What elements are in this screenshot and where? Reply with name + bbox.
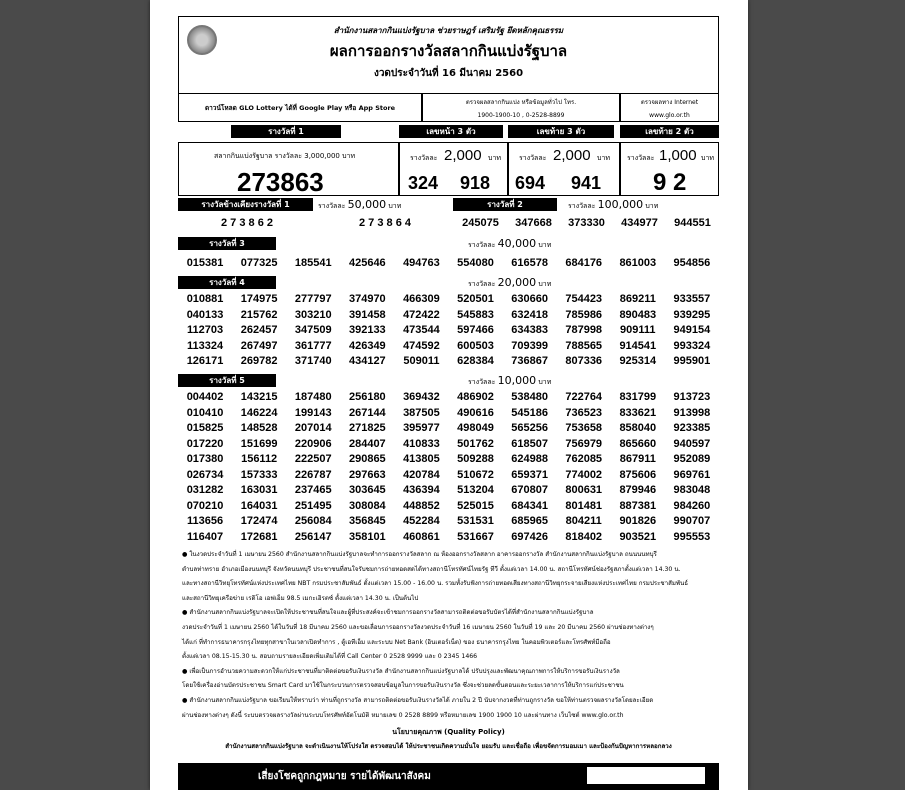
fifth-prize-number: 913998 (673, 406, 711, 419)
second-prize-amount: 100,000 (597, 198, 644, 211)
fourth-prize-number: 995901 (673, 355, 711, 367)
website-link[interactable]: www.glo.or.th (649, 112, 690, 119)
fourth-prize-number: 509011 (403, 355, 440, 367)
fifth-prize-number: 256147 (294, 530, 332, 543)
footer-blank-box (587, 767, 705, 784)
fifth-prize-number: 867911 (619, 453, 656, 465)
fifth-prize-number: 017380 (186, 453, 224, 465)
fifth-prize-number: 995553 (673, 530, 711, 543)
fifth-prize-number: 303645 (348, 484, 386, 496)
fifth-prize-number: 684341 (511, 499, 548, 512)
fourth-prize-amount-label (468, 276, 551, 289)
fifth-prize-number: 420784 (403, 468, 440, 481)
front3-unit: บาท (488, 154, 501, 162)
fifth-prize-number: 990707 (673, 515, 711, 527)
fifth-prize-number: 284407 (348, 437, 386, 450)
fifth-prize-number: 297663 (348, 468, 386, 481)
fourth-prize-number: 392133 (348, 324, 386, 336)
back2-label: เลขท้าย 2 ตัว (620, 125, 719, 138)
third-prize-number: 684176 (565, 257, 603, 269)
fifth-prize-number: 113656 (186, 515, 224, 527)
fifth-prize-number: 722764 (565, 391, 603, 403)
fifth-prize-number: 358101 (348, 530, 386, 543)
download-text: ดาวน์โหลด GLO Lottery ได้ที่ Google Play หรือ App Store (204, 104, 396, 112)
back2-prize-label: รางวัลละ (627, 154, 655, 162)
note-line: โดยใช้เครื่องอ่านบัตรประชาชน Smart Card มาใช้ในกระบวนการตรวจสอบข้อมูลในการขอรับเงินรางวัล ซึ่งจะช่วยลดขั้นตอนและระยะเวลาการให้บริการแก่ประชาชน (182, 682, 624, 690)
fifth-prize-number: 984260 (673, 499, 711, 512)
prize-row (178, 324, 719, 336)
fourth-prize-number: 267497 (240, 339, 278, 352)
prize-row (178, 422, 719, 434)
fifth-prize-number: 031282 (186, 484, 224, 496)
second-prize-label: รางวัลที่ 2 (453, 198, 557, 211)
note-line: ● สำนักงานสลากกินแบ่งรัฐบาลจะเปิดให้ประชาชนที่สนใจและผู้ที่ประสงค์จะเข้าชมการออกรางวัลสามารถติดต่อขอรับบัตรได้ที่สำนักงานสลากกินแบ่งรัฐบาล (182, 609, 594, 617)
front3-box (399, 142, 508, 196)
draw-date: งวดประจำวันที่ 16 มีนาคม 2560 (373, 68, 524, 79)
phone-numbers: 1900-1900-10 , 0-2528-8899 (477, 112, 565, 119)
near-first-number: 2 7 3 8 6 4 (359, 217, 411, 229)
back3-number: 941 (571, 173, 602, 193)
fifth-prize-number: 143215 (240, 391, 278, 403)
fifth-prize-number: 618507 (511, 437, 548, 450)
fifth-prize-number: 146224 (240, 406, 278, 419)
fifth-prize-number: 448852 (403, 499, 440, 512)
fifth-prize-number: 879946 (619, 484, 657, 496)
fifth-prize-number: 151699 (240, 437, 278, 450)
second-prize-number: 944551 (674, 217, 711, 229)
note-line: ได้แก่ ที่ทำการธนาคารกรุงไทยทุกสาขาในเวลาเปิดทำการ , ตู้เอทีเอ็ม และระบบ Net Bank (อินเตอร์เน็ต) ของ ธนาคารกรุงไทย ในคอมพิวเตอร์และโทรศัพท์มือถือ (182, 638, 611, 646)
prize-row (178, 531, 719, 543)
first-prize-box (178, 142, 399, 196)
fourth-prize-number: 709399 (511, 339, 548, 352)
prize-row (178, 340, 719, 352)
fourth-prize-number: 391458 (348, 308, 386, 321)
fourth-prize-number: 939295 (673, 308, 711, 321)
fifth-prize-number: 903521 (619, 530, 657, 543)
front3-amount: 2,000 (444, 147, 482, 164)
fifth-prize-amount: 10,000 (497, 374, 537, 387)
fifth-prize-number: 251495 (294, 499, 332, 512)
fourth-prize-number: 010881 (186, 293, 224, 305)
fifth-prize-label-text: รางวัลละ (468, 378, 496, 386)
fourth-prize-number: 788565 (565, 339, 603, 352)
fourth-prize-number: 262457 (240, 324, 278, 336)
near-first-unit: บาท (388, 202, 402, 210)
fourth-prize-number: 949154 (673, 324, 711, 336)
footer-bar (178, 763, 719, 790)
fourth-prize-number: 933557 (673, 293, 711, 305)
third-prize-unit: บาท (538, 241, 552, 249)
fourth-prize-number: 361777 (294, 339, 332, 352)
fifth-prize-number: 207014 (294, 422, 332, 434)
prize-row (178, 453, 719, 465)
fourth-prize-number: 371740 (294, 355, 332, 367)
internet-info (620, 94, 719, 122)
fifth-prize-number: 460861 (403, 530, 440, 543)
fifth-prize-number: 940597 (673, 437, 711, 450)
fourth-prize-number: 632418 (511, 308, 548, 321)
fifth-prize-number: 267144 (348, 406, 386, 419)
note-line: ● สำนักงานสลากกินแบ่งรัฐบาล ขอเรียนให้ทราบว่า ท่านที่ถูกรางวัล สามารถติดต่อขอรับเงินรางวัลได้ ภายใน 2 ปี นับจากงวดที่ท่านถูกรางวัล ขอให้ท่านตรวจผลรางวัลโดยละเอียด (182, 696, 654, 704)
fourth-prize-number: 472422 (403, 308, 440, 321)
fifth-prize-number: 004402 (186, 391, 224, 403)
third-prize-number: 554080 (457, 257, 494, 269)
fourth-prize-number: 925314 (619, 355, 657, 367)
fifth-prize-number: 157333 (240, 468, 278, 481)
prize-row (178, 309, 719, 321)
fourth-prize-number: 040133 (186, 308, 224, 321)
fourth-prize-number: 600503 (457, 339, 494, 352)
fifth-prize-number: 756979 (565, 437, 603, 450)
fifth-prize-number: 187480 (294, 391, 332, 403)
fifth-prize-number: 070210 (186, 499, 224, 512)
prize-row (178, 407, 719, 419)
fourth-prize-number: 787998 (565, 324, 603, 336)
fourth-prize-number: 628384 (457, 355, 494, 367)
fourth-prize-number: 736867 (511, 355, 548, 367)
fourth-prize-number: 426349 (348, 339, 386, 352)
fourth-prize-number: 909111 (620, 324, 656, 336)
note-line: งวดประจำวันที่ 1 เมษายน 2560 ได้ในวันที่ 18 มีนาคม 2560 และขอเลื่อนการออกรางวัลงวดประจำวันที่ 16 เมษายน 2560 ในวันที่ 19 และ 20 มีนาคม 2560 ผ่านช่องทางต่างๆ (182, 623, 654, 631)
fifth-prize-number: 308084 (348, 499, 386, 512)
fifth-prize-number: 513204 (457, 484, 494, 496)
back3-number: 694 (515, 173, 546, 193)
fifth-prize-number: 017220 (186, 437, 224, 450)
fourth-prize-number: 215762 (240, 308, 278, 321)
fourth-prize-number: 473544 (403, 324, 440, 336)
fifth-prize-amount-label (468, 374, 551, 387)
third-prize-number: 861003 (619, 257, 657, 269)
fifth-prize-number: 659371 (511, 468, 548, 481)
fifth-prize-number: 875606 (619, 468, 657, 481)
near-first-label: รางวัลข้างเคียงรางวัลที่ 1 (178, 198, 313, 211)
near-first-amount: 50,000 (347, 198, 387, 211)
near-first-prize-label: รางวัลละ (318, 202, 346, 210)
result-header (178, 16, 719, 94)
phone-info (422, 94, 620, 122)
fourth-prize-number: 466309 (403, 293, 440, 305)
back3-box (508, 142, 620, 196)
fourth-prize-number: 277797 (294, 293, 332, 305)
fourth-prize-number: 914541 (619, 339, 657, 352)
third-prize-number: 425646 (348, 257, 386, 269)
second-prize-number: 245075 (462, 217, 499, 229)
fifth-prize-number: 490616 (457, 406, 494, 419)
note-line: ● ในงวดประจำวันที่ 1 เมษายน 2560 สำนักงานสลากกินแบ่งรัฐบาลจะทำการออกรางวัลสลาก ณ ห้องออกรางวัลสลาก อาคารออกรางวัล สำนักงานสลากกินแบ่งรัฐบาล ถนนนนทบุรี (182, 551, 657, 558)
fifth-prize-number: 226787 (294, 468, 332, 481)
fifth-prize-number: 804211 (565, 515, 602, 527)
fourth-prize-number: 474592 (403, 339, 440, 352)
fifth-prize-number: 624988 (511, 453, 548, 465)
fifth-prize-number: 116407 (186, 530, 224, 543)
fifth-prize-number: 952089 (673, 453, 711, 465)
prize-row (178, 515, 719, 527)
fifth-prize-number: 172474 (240, 515, 278, 527)
fifth-prize-number: 865660 (619, 437, 657, 450)
fourth-prize-number: 374970 (348, 293, 386, 305)
fifth-prize-number: 156112 (241, 453, 278, 465)
fourth-prize-number: 303210 (294, 308, 332, 321)
fifth-prize-number: 410833 (403, 437, 440, 450)
second-prize-unit: บาท (645, 202, 659, 210)
third-prize-number: 616578 (511, 257, 548, 269)
fifth-prize-number: 015825 (186, 422, 224, 434)
fourth-prize-number: 347509 (294, 324, 332, 336)
fifth-prize-number: 800631 (565, 484, 603, 496)
fifth-prize-number: 148528 (240, 422, 278, 434)
second-prize-label-text: รางวัลละ (568, 202, 596, 210)
fifth-prize-number: 413805 (403, 453, 440, 465)
prize-row (178, 355, 719, 367)
fourth-prize-number: 113324 (186, 339, 224, 352)
fourth-prize-number: 174975 (240, 293, 278, 305)
fifth-prize-number: 387505 (403, 406, 440, 419)
third-prize-number: 494763 (403, 257, 440, 269)
fifth-prize-label: รางวัลที่ 5 (178, 374, 276, 387)
first-prize-label: รางวัลที่ 1 (231, 125, 341, 138)
note-line: และสถานีวิทยุเครือข่าย เรดิโอ เอฟเอ็ม 98.5 เมกะเฮิรตซ์ ตั้งแต่เวลา 14.30 น. เป็นต้นไป (182, 594, 419, 602)
fifth-prize-number: 831799 (619, 391, 657, 403)
fifth-prize-number: 395977 (403, 422, 440, 434)
fourth-prize-amount: 20,000 (497, 276, 537, 289)
back2-amount: 1,000 (659, 147, 697, 164)
prize-row (178, 293, 719, 305)
fifth-prize-number: 164031 (240, 499, 278, 512)
fourth-prize-number: 890483 (619, 308, 657, 321)
third-prize-label: รางวัลที่ 3 (178, 237, 276, 250)
fifth-prize-number: 923385 (673, 422, 711, 434)
third-prize-amount: 40,000 (497, 237, 537, 250)
fourth-prize-number: 630660 (511, 293, 548, 305)
lottery-result-sheet (178, 16, 719, 790)
back3-amount: 2,000 (553, 147, 591, 164)
fourth-prize-number: 112703 (186, 324, 224, 336)
fifth-prize-number: 774002 (565, 468, 603, 481)
fifth-prize-number: 237465 (294, 484, 332, 496)
fifth-prize-number: 969761 (673, 468, 711, 481)
back2-box (620, 142, 719, 196)
back2-number: 9 2 (653, 169, 687, 196)
third-prize-amount-label (468, 237, 551, 250)
fourth-prize-number: 520501 (457, 293, 494, 305)
first-prize-number: 273863 (237, 167, 324, 197)
second-prize-number: 373330 (568, 217, 605, 229)
fifth-prize-number: 801481 (565, 499, 603, 512)
fifth-prize-number: 887381 (619, 499, 657, 512)
agency-name: สำนักงานสลากกินแบ่งรัฐบาล ช่วยราษฎร์ เสริมรัฐ ยึดหลักคุณธรรม (333, 26, 564, 35)
fourth-prize-number: 634383 (511, 324, 548, 336)
page-title: ผลการออกรางวัลสลากกินแบ่งรัฐบาล (329, 42, 568, 60)
fifth-prize-number: 531531 (457, 515, 494, 527)
note-line: ● เพื่อเป็นการอำนวยความสะดวกให้แก่ประชาชนที่มาติดต่อขอรับเงินรางวัล สำนักงานสลากกินแบ่งรัฐบาลได้ ปรับปรุงและพัฒนาคุณภาพการให้บริการขอรับเงินรางวัล (182, 667, 620, 675)
fourth-prize-number: 993324 (673, 339, 711, 352)
fifth-prize-number: 565256 (511, 422, 548, 434)
fifth-prize-number: 913723 (673, 391, 711, 403)
fifth-prize-number: 199143 (294, 406, 332, 419)
second-prize-number: 434977 (621, 217, 658, 229)
footer-slogan: เสี่ยงโชคถูกกฎหมาย รายได้พัฒนาสังคม (258, 771, 431, 782)
second-prize-number: 347668 (515, 217, 552, 229)
fifth-prize-number: 163031 (240, 484, 278, 496)
note-line: และทางสถานีวิทยุโทรทัศน์แห่งประเทศไทย NBT กรมประชาสัมพันธ์ ตั้งแต่เวลา 15.00 - 16.00 น. รวมทั้งรับฟังการถ่ายทอดเสียงทางสถานีวิทยุกระจายเสียงแห่งประเทศไทย กรมประชาสัมพันธ์ (182, 580, 689, 588)
fifth-prize-number: 486902 (457, 391, 494, 403)
fifth-prize-number: 753658 (565, 422, 603, 434)
front3-prize-label: รางวัลละ (410, 154, 438, 162)
fifth-prize-number: 509288 (457, 453, 494, 465)
fifth-prize-number: 010410 (186, 406, 224, 419)
front3-number: 918 (460, 173, 491, 193)
fifth-prize-number: 525015 (457, 499, 494, 512)
fourth-prize-number: 597466 (457, 324, 494, 336)
fourth-prize-number: 754423 (565, 293, 603, 305)
fifth-prize-number: 220906 (294, 437, 332, 450)
internet-title: ตรวจผลทาง Internet (640, 99, 699, 106)
fifth-prize-number: 436394 (403, 484, 440, 496)
fifth-prize-number: 545186 (511, 406, 548, 419)
fifth-prize-number: 256180 (348, 391, 386, 403)
prize-row (178, 391, 719, 403)
fifth-prize-number: 172681 (240, 530, 278, 543)
second-prize-amount-label (568, 198, 658, 211)
prize-row (178, 484, 719, 496)
fifth-prize-number: 271825 (348, 422, 386, 434)
first-prize-amount: สลากกินแบ่งรัฐบาล รางวัลละ 3,000,000 บาท (214, 152, 356, 160)
fourth-prize-number: 545883 (457, 308, 494, 321)
prize-row (178, 469, 719, 481)
fourth-prize-number: 434127 (348, 355, 386, 367)
third-prize-number: 185541 (294, 257, 332, 269)
fourth-prize-label: รางวัลที่ 4 (178, 276, 276, 289)
fifth-prize-number: 762085 (565, 453, 603, 465)
third-prize-label-text: รางวัลละ (468, 241, 496, 249)
back3-prize-label: รางวัลละ (519, 154, 547, 162)
fifth-prize-number: 222507 (294, 453, 332, 465)
fifth-prize-number: 452284 (403, 515, 440, 527)
fifth-prize-number: 858040 (619, 422, 657, 434)
fifth-prize-number: 833621 (619, 406, 657, 419)
phone-title: ตรวจผลสลากกินแบ่ง หรือข้อมูลทั่วไป โทร. (465, 99, 577, 106)
third-prize-number: 015381 (186, 257, 224, 269)
third-prize-row (178, 257, 719, 269)
prize-row (178, 438, 719, 450)
fifth-prize-number: 901826 (619, 515, 657, 527)
fifth-prize-number: 510672 (457, 468, 494, 481)
back3-unit: บาท (597, 154, 610, 162)
fifth-prize-number: 369432 (403, 391, 440, 403)
fifth-prize-number: 670807 (511, 484, 548, 496)
fifth-prize-number: 498049 (457, 422, 494, 434)
fourth-prize-unit: บาท (538, 280, 552, 288)
fifth-prize-number: 736523 (565, 406, 603, 419)
fifth-prize-number: 538480 (511, 391, 548, 403)
note-line: ตั้งแต่เวลา 08.15-15.30 น. สอบถามรายละเอียดเพิ่มเติมได้ที่ Call Center 0 2528 9999 และ 0 2345 1466 (182, 653, 478, 661)
fourth-prize-number: 126171 (186, 355, 224, 367)
fourth-prize-label-text: รางวัลละ (468, 280, 496, 288)
fifth-prize-number: 356845 (348, 515, 386, 527)
fifth-prize-number: 256084 (294, 515, 332, 527)
third-prize-number: 077325 (240, 257, 278, 269)
third-prize-number: 954856 (673, 257, 711, 269)
fifth-prize-number: 026734 (186, 468, 224, 481)
fourth-prize-number: 807336 (565, 355, 603, 367)
near-first-number: 2 7 3 8 6 2 (221, 217, 273, 229)
quality-policy-text: สำนักงานสลากกินแบ่งรัฐบาล จะดำเนินงานให้โปร่งใส ตรวจสอบได้ ให้ประชาชนเกิดความมั่นใจ ยอมรับ และเชื่อถือ เพื่อขจัดการมอมเมา และป้องกันปัญหาการหลอกลวง (225, 742, 672, 750)
document-page (150, 0, 748, 790)
fifth-prize-number: 983048 (673, 484, 711, 496)
note-line: ผ่านช่องทางต่างๆ ดังนี้ ระบบตรวจผลรางวัลผ่านระบบโทรศัพท์อัตโนมัติ หมายเลข 0 2528 8899 หรือหมายเลข 1900 1900 10 และผ่านทาง เว็บไซต์ www.glo.or.th (182, 711, 624, 719)
download-info (178, 94, 422, 122)
back3-label: เลขท้าย 3 ตัว (508, 125, 614, 138)
quality-policy-title: นโยบายคุณภาพ (Quality Policy) (392, 728, 505, 737)
fourth-prize-number: 869211 (619, 293, 656, 305)
fourth-prize-number: 269782 (240, 355, 278, 367)
announcement-notes (182, 548, 715, 754)
front3-label: เลขหน้า 3 ตัว (399, 125, 503, 138)
back2-unit: บาท (701, 154, 714, 162)
fifth-prize-unit: บาท (538, 378, 552, 386)
fourth-prize-number: 785986 (565, 308, 603, 321)
fifth-prize-number: 818402 (565, 530, 603, 543)
near-first-amount-label (318, 198, 401, 211)
note-line: ตำบลท่าทราย อำเภอเมืองนนทบุรี จังหวัดนนทบุรี ประชาชนที่สนใจรับชมการถ่ายทอดสดได้ทางสถานีโทรทัศน์ไทยรัฐ ทีวี ตั้งแต่เวลา 14.00 น. สถานีโทรทัศน์ช่องรัฐสภาตั้งแต่เวลา 14.30 น. (182, 565, 681, 573)
fifth-prize-number: 697426 (511, 530, 548, 543)
fifth-prize-number: 501762 (457, 437, 494, 450)
near-second-row (178, 217, 719, 229)
fifth-prize-number: 531667 (457, 530, 494, 543)
fifth-prize-number: 290865 (348, 453, 386, 465)
prize-row (178, 500, 719, 512)
front3-number: 324 (408, 173, 439, 193)
fifth-prize-number: 685965 (511, 515, 548, 527)
